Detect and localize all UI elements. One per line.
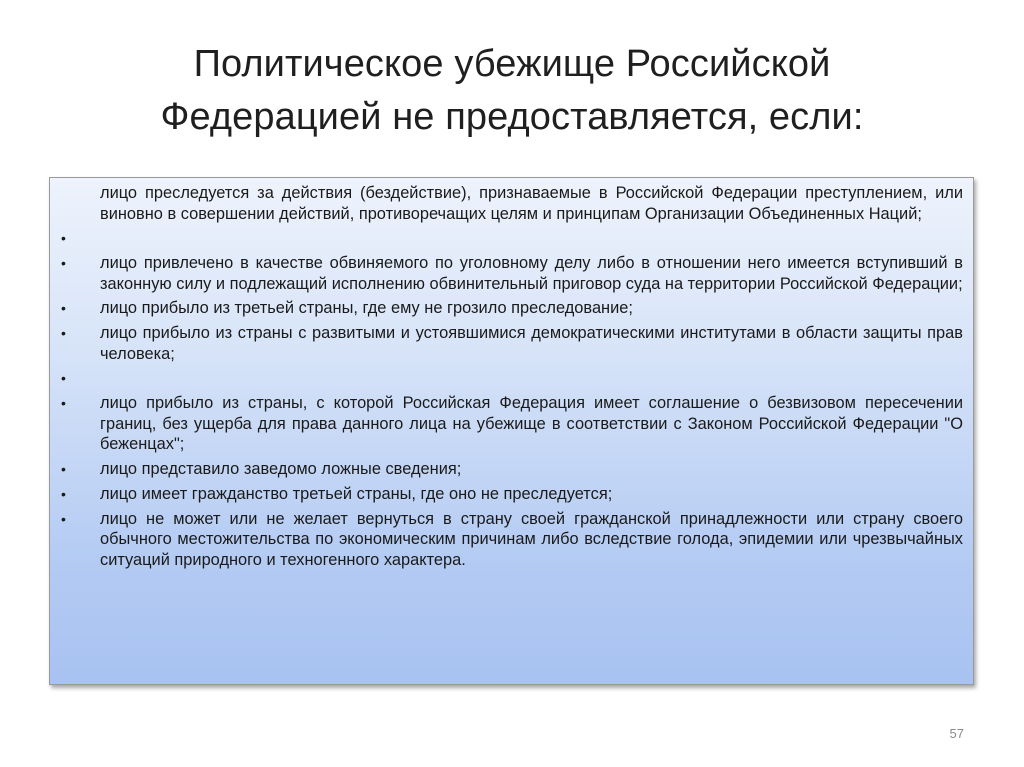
page-number: 57: [949, 726, 964, 741]
slide-title-line-2: Федерацией не предоставляется, если:: [160, 96, 864, 138]
list-item: [50, 484, 973, 505]
list-item: [50, 459, 973, 480]
bullet-icon: •: [61, 395, 66, 412]
list-item: [50, 228, 973, 249]
list-item-text: лицо прибыло из страны с развитыми и устоявшимися демократическими институтами в области защиты прав человека;: [100, 324, 963, 363]
content-box: [49, 177, 974, 685]
bullet-icon: •: [61, 485, 66, 502]
list-item: [50, 323, 973, 364]
bullet-icon: •: [61, 230, 66, 247]
bullet-icon: •: [61, 300, 66, 317]
list-item-text: лицо прибыло из третьей страны, где ему не грозило преследование;: [100, 299, 633, 318]
list-item: [50, 368, 973, 389]
list-item-text: лицо прибыло из страны, с которой Российская Федерация имеет соглашение о безвизовом пересечении границ, без ущерба для права данного лица на убежище в соответствии с Законом Российской Федерации "О беженцах";: [100, 394, 963, 454]
bullet-icon: •: [61, 370, 66, 387]
bullet-icon: •: [61, 510, 66, 527]
list-item: [50, 298, 973, 319]
list-item: [50, 253, 973, 294]
slide-title-line-1: Политическое убежище Российской: [193, 43, 831, 85]
list-item-text: лицо имеет гражданство третьей страны, где оно не преследуется;: [100, 484, 613, 503]
list-item: [50, 509, 973, 571]
bullet-list: [50, 183, 973, 574]
bullet-icon: •: [61, 255, 66, 272]
bullet-icon: •: [61, 461, 66, 478]
bullet-icon: •: [61, 325, 66, 342]
list-item-text: лицо представило заведомо ложные сведения;: [100, 460, 462, 479]
list-item-text: лицо привлечено в качестве обвиняемого по уголовному делу либо в отношении него имеется вступивший в законную силу и подлежащий исполнению обвинительный приговор суда на территории Российской Федерации;: [100, 254, 963, 293]
slide-title: [60, 38, 964, 144]
list-item-text: лицо преследуется за действия (бездействие), признаваемые в Российской Федерации преступлением, или виновно в совершении действий, противоречащих целям и принципам Организации Объединенных Наций;: [100, 184, 963, 223]
list-item-text: лицо не может или не желает вернуться в страну своей гражданской принадлежности или страну своего обычного местожительства по экономическим причинам либо вследствие голода, эпидемии или чрезвычайных ситуаций природного и техногенного характера.: [100, 509, 963, 569]
list-item: [50, 393, 973, 455]
list-item: [50, 183, 973, 224]
